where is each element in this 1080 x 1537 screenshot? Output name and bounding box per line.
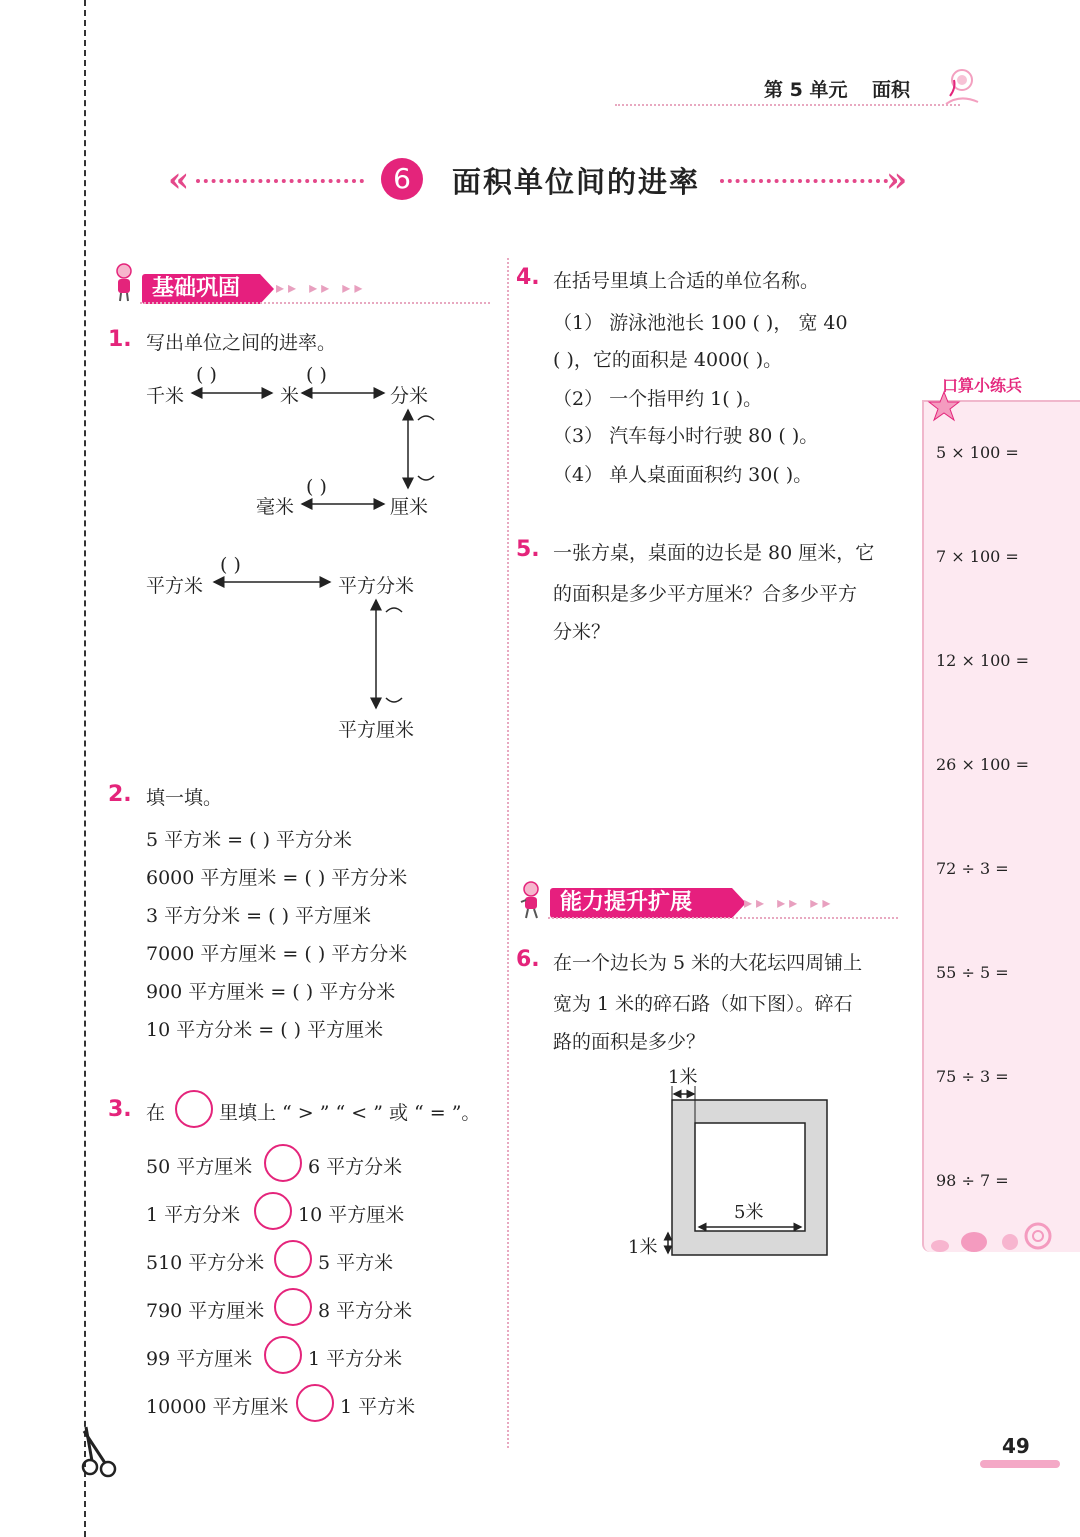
sidebar-item[interactable]: 72 ÷ 3 = <box>936 859 1009 878</box>
sidebar-item[interactable]: 98 ÷ 7 = <box>936 1171 1009 1190</box>
q2-line[interactable]: 6000 平方厘米 = ( ) 平方分米 <box>146 867 408 889</box>
q3-right: 6 平方分米 <box>308 1156 403 1178</box>
q3-prompt-a: 在 <box>146 1102 166 1124</box>
q2-line[interactable]: 7000 平方厘米 = ( ) 平方分米 <box>146 943 408 965</box>
unit-km: 千米 <box>146 385 185 407</box>
q3-left: 50 平方厘米 <box>146 1156 253 1178</box>
q5-line: 的面积是多少平方厘米？合多少平方 <box>553 583 858 605</box>
q2-line[interactable]: 5 平方米 = ( ) 平方分米 <box>146 829 353 851</box>
q6-line: 在一个边长为 5 米的大花坛四周铺上 <box>553 952 863 974</box>
q4-line[interactable]: （4） 单人桌面面积约 30( )。 <box>553 464 813 486</box>
q2-prompt: 填一填。 <box>146 787 223 809</box>
sidebar-item[interactable]: 55 ÷ 5 = <box>936 963 1009 982</box>
flower-icon <box>940 64 982 110</box>
q5-line: 一张方桌，桌面的边长是 80 厘米，它 <box>553 542 875 564</box>
q6-line: 路的面积是多少？ <box>553 1031 706 1053</box>
q2-line[interactable]: 3 平方分米 = ( ) 平方厘米 <box>146 905 372 927</box>
section-arrows-icon: ▸▸ ▸▸ ▸▸ <box>276 278 367 297</box>
q4-line[interactable]: （3） 汽车每小时行驶 80 ( )。 <box>553 425 819 447</box>
mental-math-sidebar <box>922 400 1080 1252</box>
q3-left: 99 平方厘米 <box>146 1348 253 1370</box>
q1-number: 1. <box>108 327 132 352</box>
page-title: 面积单位间的进率 <box>452 165 701 199</box>
section-arrows-icon: ▸▸ ▸▸ ▸▸ <box>744 893 835 912</box>
sidebar-item[interactable]: 12 × 100 = <box>936 651 1029 670</box>
q3-prompt-b: 里填上 “ > ” “ < ” 或 “ = ”。 <box>219 1102 481 1124</box>
section-basic-badge: 基础巩固 <box>142 274 260 304</box>
section-advanced-badge: 能力提升扩展 <box>550 888 732 918</box>
q5-line: 分米？ <box>553 621 611 643</box>
sidebar-item[interactable]: 7 × 100 = <box>936 547 1019 566</box>
scissors-icon <box>80 1425 120 1485</box>
q3-compare-circle[interactable] <box>274 1288 312 1326</box>
sidebar-item[interactable]: 5 × 100 = <box>936 443 1019 462</box>
q3-right: 1 平方分米 <box>308 1348 403 1370</box>
unit-sqdm: 平方分米 <box>338 575 415 597</box>
unit-sqm: 平方米 <box>146 575 204 597</box>
snail-flower-icon <box>928 1222 1058 1262</box>
unit-mm: 毫米 <box>256 496 295 518</box>
unit-m: 米 <box>280 385 300 407</box>
q2-line[interactable]: 900 平方厘米 = ( ) 平方分米 <box>146 981 396 1003</box>
page-number-bar <box>980 1460 1060 1468</box>
q4-prompt: 在括号里填上合适的单位名称。 <box>553 270 820 292</box>
q3-compare-circle[interactable] <box>264 1336 302 1374</box>
q4-line[interactable]: （1） 游泳池池长 100 ( )， 宽 40 <box>553 312 848 334</box>
fig-left-label: 1米 <box>628 1237 658 1258</box>
fig-inner-label: 5米 <box>734 1202 764 1223</box>
q6-number: 6. <box>516 947 540 972</box>
unit-sqcm: 平方厘米 <box>338 719 415 741</box>
q4-line[interactable]: （2） 一个指甲约 1( )。 <box>553 388 763 410</box>
q2-number: 2. <box>108 782 132 807</box>
q1-blank[interactable]: ( ) <box>220 554 241 576</box>
page-number: 49 <box>1002 1434 1030 1458</box>
q3-right: 8 平方分米 <box>318 1300 413 1322</box>
fig-top-label: 1米 <box>668 1067 698 1088</box>
q3-right: 1 平方米 <box>340 1396 416 1418</box>
q5-number: 5. <box>516 537 540 562</box>
unit-dm: 分米 <box>390 385 429 407</box>
q3-left: 10000 平方厘米 <box>146 1396 289 1418</box>
q6-line: 宽为 1 米的碎石路（如下图）。碎石 <box>553 993 853 1015</box>
unit-label: 第 5 单元 <box>764 79 848 101</box>
q3-number: 3. <box>108 1097 132 1122</box>
chevron-right-icon: » <box>886 160 908 200</box>
q3-compare-circle[interactable] <box>296 1384 334 1422</box>
sidebar-item[interactable]: 75 ÷ 3 = <box>936 1067 1009 1086</box>
q1-prompt: 写出单位之间的进率。 <box>146 332 337 354</box>
q3-left: 1 平方分米 <box>146 1204 241 1226</box>
q1-blank[interactable]: ( ) <box>196 364 217 386</box>
sidebar-item[interactable]: 26 × 100 = <box>936 755 1029 774</box>
q1-blank[interactable]: ( ) <box>306 364 327 386</box>
flower-icon <box>926 390 962 424</box>
q3-right: 10 平方厘米 <box>298 1204 405 1226</box>
q3-right: 5 平方米 <box>318 1252 394 1274</box>
q3-left: 790 平方厘米 <box>146 1300 265 1322</box>
q2-line[interactable]: 10 平方分米 = ( ) 平方厘米 <box>146 1019 384 1041</box>
q1-blank[interactable]: ( ) <box>306 476 327 498</box>
topic-label: 面积 <box>872 79 911 101</box>
lesson-number: 6 <box>381 158 423 200</box>
sidebar-title: 口算小练兵 <box>942 376 1023 395</box>
q3-left: 510 平方分米 <box>146 1252 265 1274</box>
unit-cm: 厘米 <box>390 496 429 518</box>
q4-line[interactable]: ( )，它的面积是 4000( )。 <box>553 349 783 371</box>
chevron-left-icon: « <box>168 160 190 200</box>
q4-number: 4. <box>516 265 540 290</box>
